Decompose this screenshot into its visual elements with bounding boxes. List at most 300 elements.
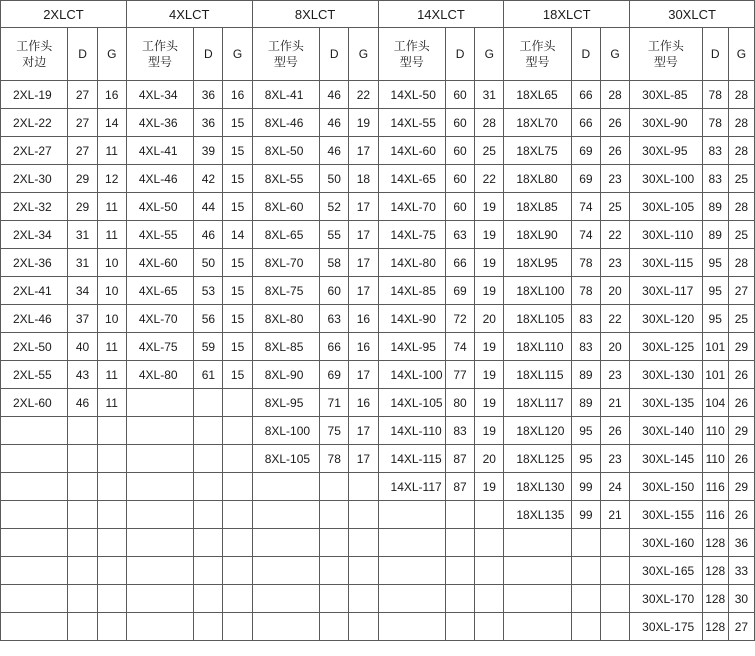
model-cell: 30XL-110 <box>630 221 702 249</box>
model-cell <box>504 613 571 641</box>
model-cell <box>1 529 68 557</box>
model-cell: 30XL-140 <box>630 417 702 445</box>
g-cell: 26 <box>600 137 629 165</box>
g-cell <box>223 389 252 417</box>
model-cell <box>126 501 193 529</box>
model-cell: 2XL-27 <box>1 137 68 165</box>
d-cell <box>194 557 223 585</box>
model-cell: 8XL-95 <box>252 389 319 417</box>
model-cell: 30XL-120 <box>630 305 702 333</box>
d-cell: 101 <box>702 333 728 361</box>
group-header-18xlct: 18XLCT <box>504 1 630 28</box>
g-cell: 19 <box>475 333 504 361</box>
d-cell <box>320 585 349 613</box>
table-row <box>1 417 755 445</box>
d-cell: 46 <box>320 109 349 137</box>
d-cell: 77 <box>445 361 474 389</box>
g-cell <box>97 445 126 473</box>
column-header-model: 工作头 型号 <box>252 28 319 81</box>
d-cell: 78 <box>702 81 728 109</box>
column-header-g: G <box>349 28 378 81</box>
model-cell: 4XL-34 <box>126 81 193 109</box>
g-cell: 19 <box>349 109 378 137</box>
g-cell: 26 <box>600 109 629 137</box>
table-row <box>1 277 755 305</box>
g-cell: 28 <box>475 109 504 137</box>
model-cell: 30XL-155 <box>630 501 702 529</box>
g-cell: 22 <box>475 165 504 193</box>
table-row <box>1 193 755 221</box>
table-row <box>1 529 755 557</box>
g-cell: 20 <box>600 333 629 361</box>
g-cell: 12 <box>97 165 126 193</box>
g-cell <box>223 529 252 557</box>
model-cell: 18XL95 <box>504 249 571 277</box>
g-cell <box>349 473 378 501</box>
table-row <box>1 585 755 613</box>
d-cell <box>194 529 223 557</box>
column-header-g: G <box>97 28 126 81</box>
g-cell: 24 <box>600 473 629 501</box>
model-cell: 18XL110 <box>504 333 571 361</box>
d-cell: 89 <box>702 193 728 221</box>
d-cell: 60 <box>445 165 474 193</box>
g-cell: 22 <box>349 81 378 109</box>
g-cell: 17 <box>349 193 378 221</box>
d-cell: 42 <box>194 165 223 193</box>
g-cell <box>475 585 504 613</box>
model-cell: 18XL80 <box>504 165 571 193</box>
d-cell <box>320 529 349 557</box>
model-cell: 2XL-46 <box>1 305 68 333</box>
g-cell <box>223 585 252 613</box>
model-cell: 4XL-75 <box>126 333 193 361</box>
d-cell <box>68 557 97 585</box>
d-cell: 69 <box>320 361 349 389</box>
model-cell: 30XL-160 <box>630 529 702 557</box>
d-cell <box>445 613 474 641</box>
d-cell: 128 <box>702 613 728 641</box>
d-cell <box>445 585 474 613</box>
d-cell: 80 <box>445 389 474 417</box>
g-cell: 27 <box>728 277 754 305</box>
model-cell: 30XL-170 <box>630 585 702 613</box>
d-cell: 116 <box>702 501 728 529</box>
d-cell: 116 <box>702 473 728 501</box>
g-cell: 26 <box>728 361 754 389</box>
d-cell <box>445 501 474 529</box>
column-header-g: G <box>475 28 504 81</box>
g-cell: 16 <box>223 81 252 109</box>
g-cell: 29 <box>728 333 754 361</box>
model-cell <box>252 585 319 613</box>
d-cell: 60 <box>445 193 474 221</box>
model-cell <box>126 389 193 417</box>
d-cell: 87 <box>445 445 474 473</box>
g-cell <box>97 417 126 445</box>
g-cell <box>475 529 504 557</box>
table-body <box>1 81 755 641</box>
model-cell: 4XL-50 <box>126 193 193 221</box>
model-cell: 30XL-165 <box>630 557 702 585</box>
g-cell: 20 <box>475 305 504 333</box>
d-cell: 31 <box>68 221 97 249</box>
model-cell: 30XL-90 <box>630 109 702 137</box>
d-cell <box>194 445 223 473</box>
model-cell <box>126 585 193 613</box>
column-header-d: D <box>702 28 728 81</box>
d-cell: 95 <box>571 417 600 445</box>
column-header-d: D <box>320 28 349 81</box>
model-cell: 18XL85 <box>504 193 571 221</box>
model-cell: 14XL-50 <box>378 81 445 109</box>
d-cell: 95 <box>702 305 728 333</box>
g-cell: 23 <box>600 361 629 389</box>
d-cell: 50 <box>194 249 223 277</box>
table-row <box>1 389 755 417</box>
g-cell: 19 <box>475 193 504 221</box>
model-cell: 14XL-70 <box>378 193 445 221</box>
model-cell <box>378 529 445 557</box>
d-cell: 89 <box>571 361 600 389</box>
model-cell: 18XL135 <box>504 501 571 529</box>
g-cell: 25 <box>600 193 629 221</box>
d-cell: 39 <box>194 137 223 165</box>
model-cell <box>252 529 319 557</box>
group-header-30xlct: 30XLCT <box>630 1 755 28</box>
model-cell: 18XL75 <box>504 137 571 165</box>
model-cell: 18XL130 <box>504 473 571 501</box>
model-cell: 30XL-85 <box>630 81 702 109</box>
g-cell: 16 <box>97 81 126 109</box>
g-cell: 10 <box>97 277 126 305</box>
g-cell: 17 <box>349 137 378 165</box>
d-cell: 36 <box>194 109 223 137</box>
model-cell: 18XL125 <box>504 445 571 473</box>
model-cell: 30XL-125 <box>630 333 702 361</box>
g-cell: 17 <box>349 417 378 445</box>
model-cell: 18XL65 <box>504 81 571 109</box>
g-cell: 25 <box>475 137 504 165</box>
d-cell: 78 <box>702 109 728 137</box>
model-cell <box>126 473 193 501</box>
d-cell <box>571 557 600 585</box>
g-cell: 36 <box>728 529 754 557</box>
g-cell: 33 <box>728 557 754 585</box>
d-cell: 128 <box>702 529 728 557</box>
d-cell: 61 <box>194 361 223 389</box>
d-cell: 99 <box>571 501 600 529</box>
column-header-model: 工作头 型号 <box>126 28 193 81</box>
model-cell: 2XL-22 <box>1 109 68 137</box>
table-row <box>1 221 755 249</box>
d-cell: 69 <box>571 165 600 193</box>
model-cell <box>504 557 571 585</box>
model-cell: 14XL-110 <box>378 417 445 445</box>
g-cell: 20 <box>600 277 629 305</box>
model-cell: 14XL-95 <box>378 333 445 361</box>
g-cell: 22 <box>600 221 629 249</box>
table-row <box>1 305 755 333</box>
model-cell: 2XL-50 <box>1 333 68 361</box>
d-cell <box>194 417 223 445</box>
d-cell: 74 <box>571 221 600 249</box>
g-cell: 15 <box>223 193 252 221</box>
column-header-d: D <box>571 28 600 81</box>
g-cell: 15 <box>223 361 252 389</box>
g-cell: 11 <box>97 221 126 249</box>
d-cell: 27 <box>68 81 97 109</box>
g-cell: 15 <box>223 137 252 165</box>
d-cell <box>320 613 349 641</box>
g-cell <box>97 613 126 641</box>
table-row <box>1 137 755 165</box>
d-cell <box>320 473 349 501</box>
g-cell: 23 <box>600 445 629 473</box>
model-cell: 18XL117 <box>504 389 571 417</box>
model-cell <box>1 473 68 501</box>
g-cell <box>223 417 252 445</box>
model-cell: 8XL-85 <box>252 333 319 361</box>
d-cell <box>194 613 223 641</box>
d-cell: 78 <box>571 249 600 277</box>
g-cell: 30 <box>728 585 754 613</box>
g-cell: 19 <box>475 389 504 417</box>
g-cell: 28 <box>728 81 754 109</box>
g-cell: 21 <box>600 501 629 529</box>
model-cell <box>504 529 571 557</box>
d-cell: 27 <box>68 109 97 137</box>
g-cell: 17 <box>349 221 378 249</box>
d-cell: 60 <box>445 137 474 165</box>
g-cell <box>600 613 629 641</box>
d-cell: 46 <box>320 137 349 165</box>
g-cell: 26 <box>728 445 754 473</box>
d-cell: 66 <box>571 109 600 137</box>
model-cell <box>378 613 445 641</box>
d-cell: 66 <box>571 81 600 109</box>
g-cell: 14 <box>97 109 126 137</box>
g-cell: 15 <box>223 165 252 193</box>
d-cell: 63 <box>320 305 349 333</box>
model-cell: 14XL-117 <box>378 473 445 501</box>
d-cell: 50 <box>320 165 349 193</box>
model-cell <box>378 557 445 585</box>
d-cell: 44 <box>194 193 223 221</box>
d-cell: 60 <box>445 81 474 109</box>
model-cell: 18XL70 <box>504 109 571 137</box>
d-cell: 27 <box>68 137 97 165</box>
d-cell: 36 <box>194 81 223 109</box>
model-cell <box>1 585 68 613</box>
g-cell: 20 <box>475 445 504 473</box>
d-cell <box>571 529 600 557</box>
model-cell: 14XL-85 <box>378 277 445 305</box>
model-cell: 14XL-55 <box>378 109 445 137</box>
model-cell: 18XL90 <box>504 221 571 249</box>
model-cell: 8XL-50 <box>252 137 319 165</box>
model-cell: 30XL-145 <box>630 445 702 473</box>
model-cell: 14XL-80 <box>378 249 445 277</box>
g-cell: 25 <box>728 305 754 333</box>
model-cell <box>252 557 319 585</box>
table-row <box>1 613 755 641</box>
column-header-model: 工作头 型号 <box>504 28 571 81</box>
g-cell <box>600 585 629 613</box>
g-cell: 28 <box>728 109 754 137</box>
model-cell <box>252 501 319 529</box>
model-cell <box>504 585 571 613</box>
d-cell: 99 <box>571 473 600 501</box>
g-cell: 11 <box>97 389 126 417</box>
column-header-g: G <box>600 28 629 81</box>
g-cell: 19 <box>475 249 504 277</box>
model-cell: 8XL-105 <box>252 445 319 473</box>
g-cell: 11 <box>97 361 126 389</box>
model-cell: 30XL-105 <box>630 193 702 221</box>
model-cell <box>126 417 193 445</box>
d-cell <box>445 557 474 585</box>
g-cell: 25 <box>728 221 754 249</box>
d-cell: 46 <box>320 81 349 109</box>
model-cell <box>126 445 193 473</box>
model-cell: 2XL-19 <box>1 81 68 109</box>
column-header-model: 工作头 型号 <box>378 28 445 81</box>
g-cell <box>223 501 252 529</box>
table-row <box>1 81 755 109</box>
d-cell: 60 <box>320 277 349 305</box>
d-cell: 43 <box>68 361 97 389</box>
model-cell: 18XL100 <box>504 277 571 305</box>
g-cell: 14 <box>223 221 252 249</box>
g-cell: 19 <box>475 221 504 249</box>
d-cell: 78 <box>571 277 600 305</box>
d-cell: 87 <box>445 473 474 501</box>
g-cell <box>475 557 504 585</box>
model-cell: 4XL-36 <box>126 109 193 137</box>
model-cell: 30XL-117 <box>630 277 702 305</box>
g-cell: 26 <box>728 389 754 417</box>
d-cell: 29 <box>68 193 97 221</box>
g-cell: 28 <box>728 193 754 221</box>
table-row <box>1 165 755 193</box>
d-cell <box>194 473 223 501</box>
g-cell <box>349 557 378 585</box>
d-cell: 66 <box>445 249 474 277</box>
d-cell <box>194 585 223 613</box>
g-cell: 19 <box>475 361 504 389</box>
g-cell <box>600 529 629 557</box>
g-cell <box>349 529 378 557</box>
d-cell: 95 <box>702 277 728 305</box>
g-cell <box>349 613 378 641</box>
g-cell <box>349 501 378 529</box>
column-header-model: 工作头 对边 <box>1 28 68 81</box>
model-cell: 14XL-60 <box>378 137 445 165</box>
column-header-model: 工作头 型号 <box>630 28 702 81</box>
d-cell: 63 <box>445 221 474 249</box>
d-cell: 75 <box>320 417 349 445</box>
g-cell: 31 <box>475 81 504 109</box>
d-cell <box>68 613 97 641</box>
g-cell: 16 <box>349 389 378 417</box>
model-cell: 8XL-100 <box>252 417 319 445</box>
table-row <box>1 557 755 585</box>
d-cell: 83 <box>445 417 474 445</box>
model-cell: 2XL-60 <box>1 389 68 417</box>
model-cell: 8XL-65 <box>252 221 319 249</box>
d-cell: 58 <box>320 249 349 277</box>
d-cell <box>68 585 97 613</box>
model-cell <box>1 501 68 529</box>
model-cell: 30XL-100 <box>630 165 702 193</box>
g-cell <box>97 473 126 501</box>
d-cell: 56 <box>194 305 223 333</box>
model-cell: 4XL-65 <box>126 277 193 305</box>
model-cell: 4XL-41 <box>126 137 193 165</box>
g-cell <box>97 529 126 557</box>
d-cell <box>194 389 223 417</box>
table-row <box>1 501 755 529</box>
d-cell: 46 <box>194 221 223 249</box>
g-cell <box>223 557 252 585</box>
g-cell: 19 <box>475 277 504 305</box>
g-cell: 22 <box>600 305 629 333</box>
model-cell <box>252 613 319 641</box>
model-cell: 8XL-70 <box>252 249 319 277</box>
group-header-4xlct: 4XLCT <box>126 1 252 28</box>
d-cell: 53 <box>194 277 223 305</box>
d-cell: 72 <box>445 305 474 333</box>
model-cell: 8XL-60 <box>252 193 319 221</box>
table-row <box>1 445 755 473</box>
d-cell: 37 <box>68 305 97 333</box>
g-cell: 15 <box>223 109 252 137</box>
column-header-g: G <box>728 28 754 81</box>
model-cell: 18XL120 <box>504 417 571 445</box>
d-cell: 95 <box>571 445 600 473</box>
model-cell <box>378 501 445 529</box>
d-cell: 110 <box>702 445 728 473</box>
model-cell: 2XL-41 <box>1 277 68 305</box>
d-cell: 60 <box>445 109 474 137</box>
model-cell: 8XL-75 <box>252 277 319 305</box>
g-cell: 17 <box>349 445 378 473</box>
d-cell: 55 <box>320 221 349 249</box>
g-cell <box>97 557 126 585</box>
model-cell: 14XL-115 <box>378 445 445 473</box>
table-row <box>1 249 755 277</box>
column-header-d: D <box>194 28 223 81</box>
column-header-d: D <box>68 28 97 81</box>
model-cell: 8XL-46 <box>252 109 319 137</box>
model-cell: 2XL-34 <box>1 221 68 249</box>
g-cell: 17 <box>349 277 378 305</box>
model-cell <box>1 445 68 473</box>
d-cell: 69 <box>571 137 600 165</box>
d-cell <box>68 445 97 473</box>
g-cell: 10 <box>97 305 126 333</box>
d-cell <box>571 585 600 613</box>
d-cell: 59 <box>194 333 223 361</box>
g-cell: 26 <box>728 501 754 529</box>
model-cell <box>1 613 68 641</box>
g-cell <box>475 501 504 529</box>
d-cell: 46 <box>68 389 97 417</box>
d-cell <box>68 501 97 529</box>
table-row <box>1 361 755 389</box>
g-cell: 15 <box>223 249 252 277</box>
